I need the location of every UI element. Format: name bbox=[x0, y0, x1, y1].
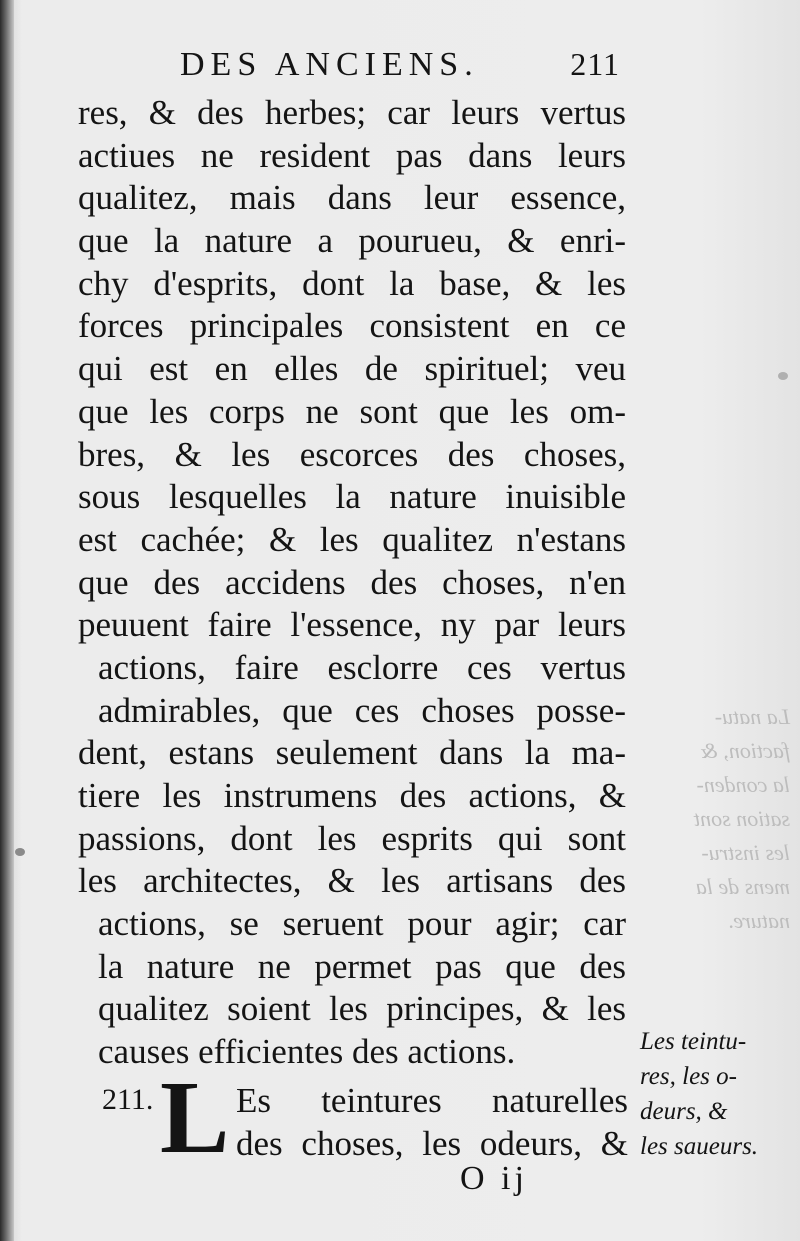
text-line: admirables, que ces choses posse- bbox=[98, 690, 626, 730]
margin-note-line: Les teintu- bbox=[640, 1028, 747, 1055]
text-line: dent, estans seulement dans la ma- bbox=[78, 733, 626, 773]
bleed-through-line: mens de la bbox=[695, 874, 790, 899]
margin-note-line: deurs, & bbox=[640, 1098, 728, 1125]
paragraph-210 bbox=[78, 92, 626, 1074]
bleed-through-line: la conden- bbox=[696, 772, 790, 797]
text-line: que les corps ne sont que les om- bbox=[78, 391, 626, 431]
text-line: la nature ne permet pas que des bbox=[98, 946, 626, 986]
text-line: res, & des herbes; car leurs vertus bbox=[78, 93, 626, 132]
text-line: tiere les instrumens des actions, & bbox=[78, 776, 626, 815]
bleed-through-line: les instru- bbox=[701, 840, 790, 865]
running-header bbox=[180, 46, 620, 86]
marginal-note bbox=[640, 1024, 790, 1164]
paper-blemish bbox=[778, 372, 788, 380]
bleed-through-line: faction, & bbox=[700, 738, 790, 763]
text-line: actions, faire esclorre ces vertus bbox=[98, 647, 626, 687]
text-line: est cachée; & les qualitez n'estans bbox=[78, 519, 626, 559]
text-line: qualitez soient les principes, & les bbox=[98, 989, 626, 1029]
bleed-through-line: nature. bbox=[727, 908, 790, 933]
text-line: qualitez, mais dans leur essence, bbox=[78, 178, 626, 218]
text-line: que la nature a pourueu, & enri- bbox=[78, 221, 626, 261]
paragraph-211 bbox=[236, 1080, 628, 1165]
text-line: que des accidens des choses, n'en bbox=[78, 562, 626, 602]
bleed-through-text bbox=[650, 700, 790, 938]
text-line: des choses, les odeurs, & bbox=[236, 1123, 628, 1163]
paragraph-number: 211. bbox=[102, 1083, 154, 1116]
drop-cap-initial: L bbox=[160, 1060, 230, 1175]
text-line: qui est en elles de spirituel; veu bbox=[78, 349, 626, 389]
text-line: actiues ne resident pas dans leurs bbox=[78, 135, 626, 175]
text-line: peuuent faire l'essence, ny par leurs bbox=[78, 605, 626, 645]
text-line: causes efficientes des actions. bbox=[98, 1032, 516, 1072]
text-line: Es teintures naturelles bbox=[236, 1081, 628, 1120]
page-number: 211 bbox=[570, 46, 620, 82]
text-line: bres, & les escorces des choses, bbox=[78, 434, 626, 474]
margin-note-line: les saueurs. bbox=[640, 1133, 759, 1160]
text-line: actions, se seruent pour agir; car bbox=[98, 904, 626, 944]
running-title: DES ANCIENS. bbox=[180, 46, 479, 83]
text-line: les architectes, & les artisans des bbox=[78, 861, 626, 901]
text-line: passions, dont les esprits qui sont bbox=[78, 818, 626, 858]
text-line: chy d'esprits, dont la base, & les bbox=[78, 263, 626, 303]
margin-note-line: res, les o- bbox=[640, 1063, 737, 1090]
page-binding-shadow bbox=[0, 0, 14, 1241]
paper-blemish bbox=[15, 848, 25, 856]
text-line: sous lesquelles la nature inuisible bbox=[78, 477, 626, 517]
bleed-through-line: sation sont bbox=[694, 806, 790, 831]
bleed-through-line: La natu- bbox=[714, 704, 790, 729]
catchword-signature: O ij bbox=[460, 1160, 528, 1197]
text-line: forces principales consistent en ce bbox=[78, 306, 626, 346]
